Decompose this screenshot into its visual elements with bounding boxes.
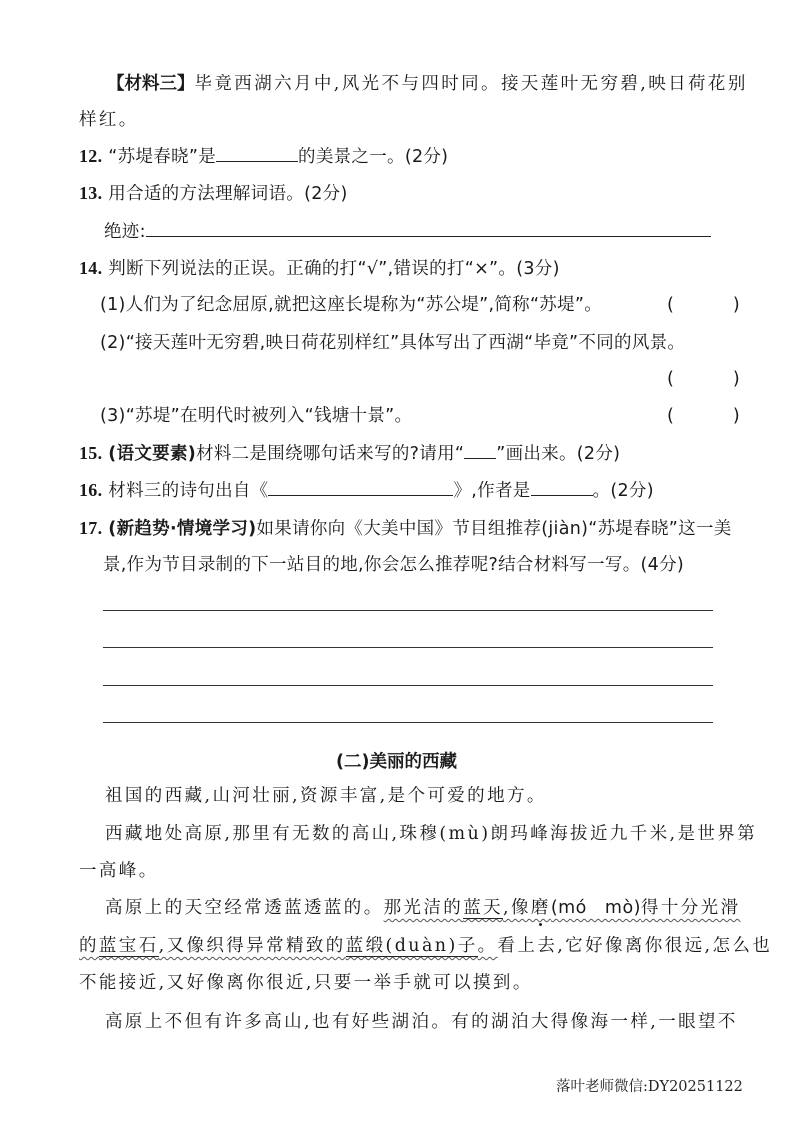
- judgement-answer-3[interactable]: ( ): [667, 406, 748, 426]
- question-tag: (语文要素): [108, 444, 197, 464]
- paragraph-3-line2: [79, 934, 772, 958]
- sentence-part: 得十分光滑: [640, 898, 741, 918]
- judgement-item-2: (2)“接天莲叶无穷碧,映日荷花别样红”具体写出了西湖“毕竟”不同的风景。: [100, 333, 686, 353]
- question-16: [79, 478, 654, 503]
- answer-line-4[interactable]: [103, 722, 713, 723]
- pinyin-options[interactable]: (mó mò): [550, 898, 641, 918]
- answer-line-1[interactable]: [103, 610, 713, 611]
- question-text-middle: 》,作者是: [453, 481, 531, 501]
- paragraph-3-line1: [105, 896, 740, 920]
- question-12: [79, 144, 448, 169]
- question-17: [79, 516, 732, 541]
- question-text: 如果请你向《大美中国》节目组推荐(jiàn)“苏堤春晓”这一美: [256, 519, 732, 539]
- question-text: 材料二是围绕哪句话来写的?请用“: [196, 444, 465, 464]
- paragraph-3-plain: 看上去,它好像离你很远,怎么也: [497, 936, 773, 956]
- paragraph-2-line1: [105, 822, 757, 846]
- question-number: 17.: [79, 518, 103, 538]
- question-text-after: ”画出来。(2分): [496, 444, 621, 464]
- question-text: 用合适的方法理解词语。(2分): [108, 184, 348, 204]
- material3-text-1: 毕竟西湖六月中,风光不与四时同。接天莲叶无穷碧,映日荷花别: [194, 74, 748, 94]
- sentence-part: ,像: [503, 898, 531, 918]
- underline-sample: [464, 441, 496, 459]
- watermark: 落叶老师微信:DY20251122: [556, 1079, 743, 1095]
- paragraph-2-text: 西藏地处高原,那里有无数的高山,珠穆(mù)朗玛峰海拔近九千米,是世界第: [105, 824, 758, 844]
- judgement-answer-2[interactable]: ( ): [667, 369, 748, 389]
- question-number: 14.: [79, 258, 103, 278]
- question-14: [79, 256, 560, 281]
- wavy-underlined-sentence: [79, 936, 498, 957]
- underlined-word: 蓝缎(duàn)子: [345, 936, 478, 956]
- judgement-item-3: (3)“苏堤”在明代时被列入“钱塘十景”。: [100, 406, 413, 426]
- poem-title-blank[interactable]: [268, 478, 453, 496]
- answer-line-3[interactable]: [103, 685, 713, 686]
- sentence-part: 那光洁的: [383, 898, 464, 918]
- question-17-line2: 景,作为节目录制的下一站目的地,你会怎么推荐呢?结合材料写一写。(4分): [103, 555, 684, 575]
- question-number: 12.: [79, 146, 103, 166]
- material3-label: 【材料三】: [107, 74, 195, 94]
- underlined-word: 蓝宝石: [98, 936, 159, 956]
- dotted-character: 磨: [530, 898, 551, 918]
- paragraph-3-plain: 高原上的天空经常透蓝透蓝的。: [105, 898, 384, 918]
- answer-line-2[interactable]: [103, 647, 713, 648]
- sentence-part: ,又像织得异常精致的: [158, 936, 346, 956]
- material3-line2: 样红。: [79, 110, 139, 130]
- question-text: 判断下列说法的正误。正确的打“√”,错误的打“×”。(3分): [108, 259, 560, 279]
- sentence-part: 的: [79, 936, 99, 956]
- question-text: 材料三的诗句出自《: [108, 481, 269, 501]
- author-blank[interactable]: [531, 478, 593, 496]
- section-title: (二)美丽的西藏: [336, 752, 457, 772]
- question-13: [79, 181, 348, 206]
- question-text-after: 的美景之一。(2分): [298, 147, 449, 167]
- question-15: [79, 441, 620, 466]
- question-number: 15.: [79, 443, 103, 463]
- question-number: 13.: [79, 183, 103, 203]
- word-label: 绝迹:: [104, 222, 146, 242]
- material3-line1: [107, 72, 748, 96]
- paragraph-2-line2: 一高峰。: [79, 861, 159, 881]
- question-tag: (新趋势·情境学习): [108, 519, 257, 539]
- judgement-item-1: (1)人们为了纪念屈原,就把这座长堤称为“苏公堤”,简称“苏堤”。: [100, 295, 603, 315]
- question-13-word: [104, 219, 711, 244]
- sentence-part: 。: [477, 936, 498, 956]
- answer-blank[interactable]: [216, 144, 298, 162]
- paragraph-1: 祖国的西藏,山河壮丽,资源丰富,是个可爱的地方。: [105, 786, 547, 806]
- judgement-answer-1[interactable]: ( ): [667, 295, 748, 315]
- wavy-underlined-sentence: [384, 898, 741, 919]
- underlined-word: 蓝天: [463, 898, 504, 918]
- paragraph-3-line3: 不能接近,又好像离你很近,只要一举手就可以摸到。: [79, 973, 533, 993]
- question-text-after: 。(2分): [592, 481, 654, 501]
- question-number: 16.: [79, 480, 103, 500]
- paragraph-4: 高原上不但有许多高山,也有好些湖泊。有的湖泊大得像海一样,一眼望不: [105, 1012, 738, 1032]
- answer-blank[interactable]: [146, 219, 711, 237]
- question-text: “苏堤春晓”是: [108, 147, 217, 167]
